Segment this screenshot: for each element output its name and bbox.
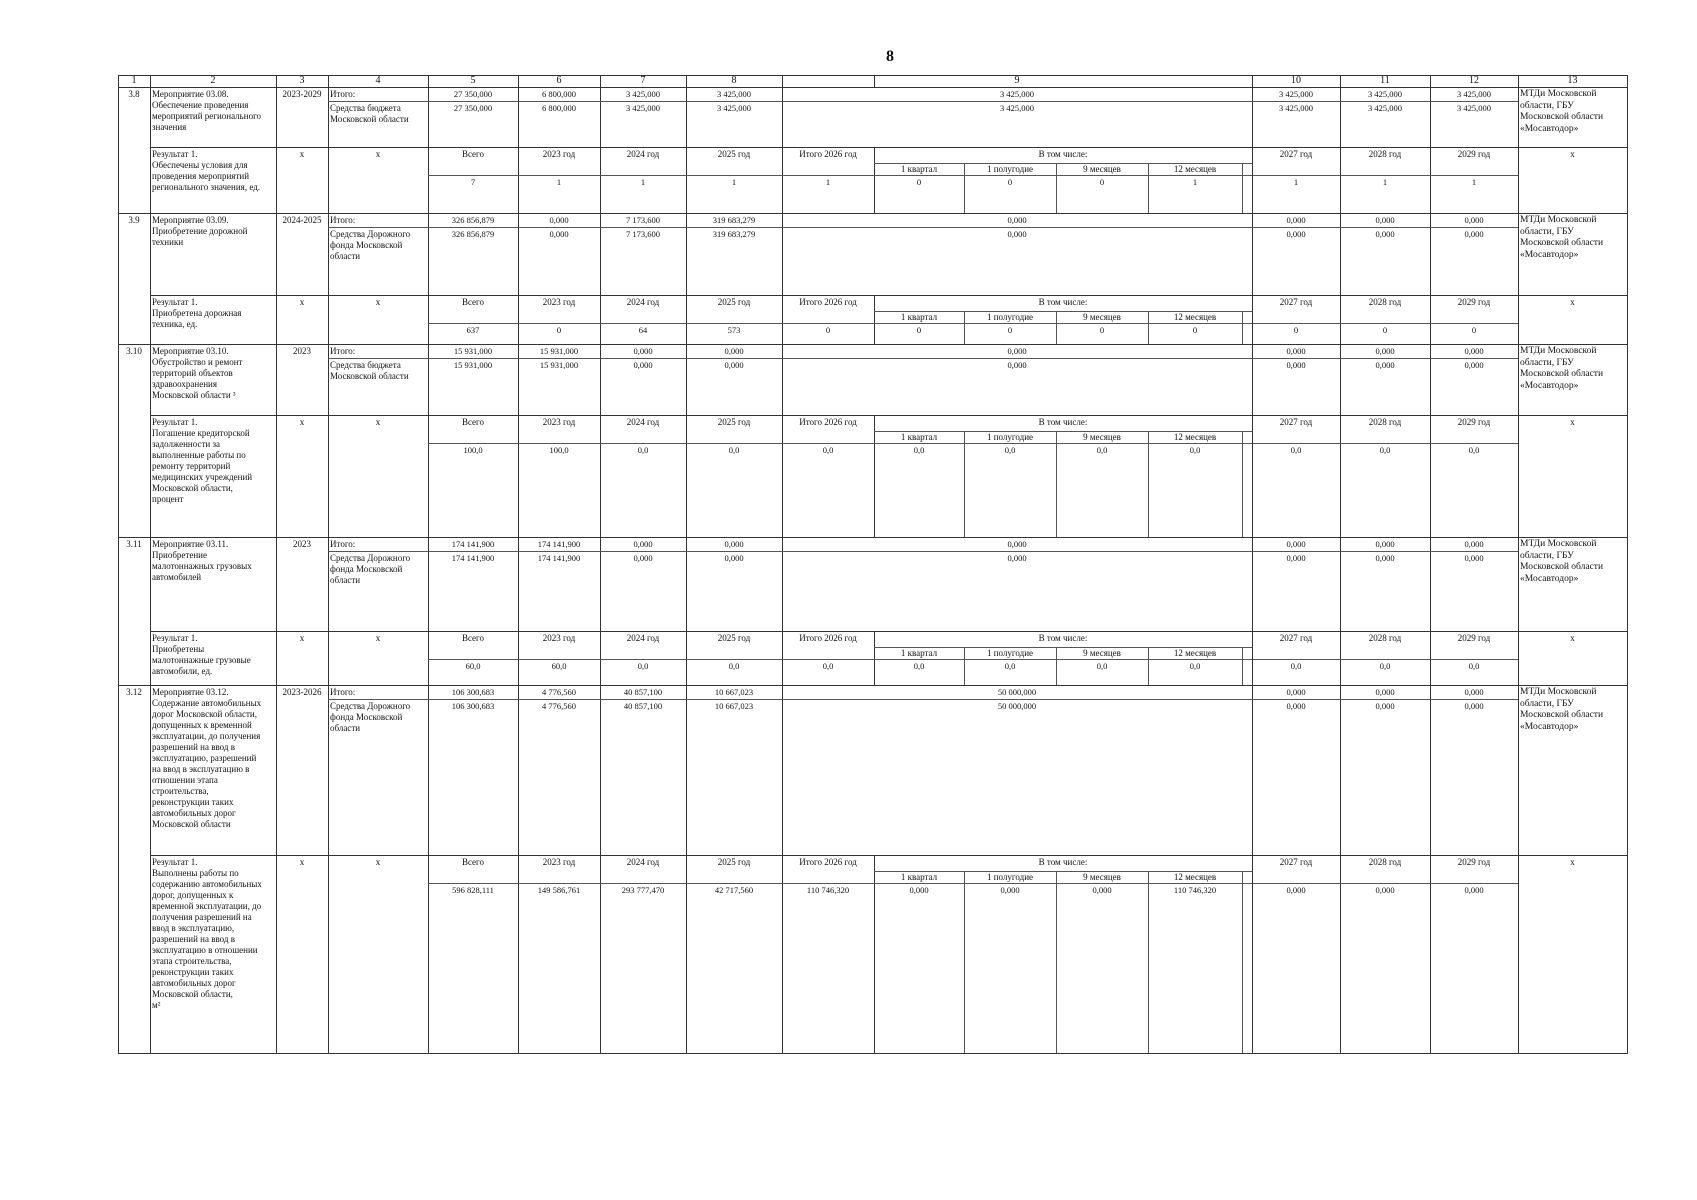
result-value-12m: 0,0 — [1189, 445, 1201, 455]
page-number: 8 — [886, 48, 894, 65]
result-header-2028: 2028 год — [1368, 633, 1402, 643]
result-value-2025: 573 — [727, 325, 741, 335]
result-value-h1: 0 — [1007, 177, 1013, 187]
amount-2024: 3 425,000 — [626, 89, 660, 99]
amount-2026: 0,000 — [1007, 539, 1027, 549]
amount-2025: 319 683,279 — [712, 215, 756, 225]
result-x-col13: х — [1570, 857, 1575, 867]
column-number-10: 10 — [1291, 75, 1301, 86]
result-header-total: Всего — [461, 417, 485, 427]
amount-2028: 3 425,000 — [1368, 89, 1402, 99]
result-header-q1: 1 квартал — [900, 648, 938, 658]
result-x-col3: х — [299, 417, 305, 427]
result-value-2023: 1 — [556, 177, 562, 187]
amount-2029: 0,000 — [1464, 687, 1484, 697]
result-value-total: 60,0 — [465, 661, 481, 671]
funding-source: Средства Дорожного фонда Московской области — [330, 701, 411, 733]
result-x-col4: х — [375, 857, 381, 867]
result-header-2025: 2025 год — [717, 149, 751, 159]
result-header-2028: 2028 год — [1368, 297, 1402, 307]
result-header-2028: 2028 год — [1368, 149, 1402, 159]
amount-2024: 40 857,100 — [623, 701, 663, 711]
result-header-2023: 2023 год — [542, 857, 576, 867]
amount-2029: 0,000 — [1464, 346, 1484, 356]
responsible-executor: МТДи Московской области, ГБУ Московской области «Мосавтодор» — [1520, 539, 1604, 584]
result-header-h1: 1 полугодие — [986, 164, 1034, 174]
result-x-col3: х — [299, 857, 305, 867]
amount-2023: 6 800,000 — [542, 89, 576, 99]
result-header-2027: 2027 год — [1279, 633, 1313, 643]
result-header-2027: 2027 год — [1279, 149, 1313, 159]
amount-2029: 0,000 — [1464, 553, 1484, 563]
result-header-q1: 1 квартал — [900, 872, 938, 882]
result-header-h1: 1 полугодие — [986, 432, 1034, 442]
result-header-h1: 1 полугодие — [986, 312, 1034, 322]
result-value-9m: 0,0 — [1096, 445, 1108, 455]
result-value-q1: 0,0 — [913, 661, 925, 671]
result-header-2023: 2023 год — [542, 297, 576, 307]
result-header-2023: 2023 год — [542, 417, 576, 427]
column-number-4: 4 — [375, 75, 381, 86]
amount-2027: 0,000 — [1286, 701, 1306, 711]
result-value-2023: 60,0 — [551, 661, 567, 671]
result-value-q1: 0 — [916, 177, 922, 187]
amount-2029: 0,000 — [1464, 229, 1484, 239]
result-header-2024: 2024 год — [626, 297, 660, 307]
amount-2025: 319 683,279 — [712, 229, 756, 239]
funding-source: Итого: — [330, 89, 356, 99]
column-number-8: 8 — [731, 75, 737, 86]
amount-2024: 40 857,100 — [623, 687, 663, 697]
column-number-9: 9 — [1014, 75, 1020, 86]
column-number-6: 6 — [556, 75, 562, 86]
result-value-total: 7 — [470, 177, 476, 187]
result-x-col13: х — [1570, 633, 1575, 643]
funding-source: Итого: — [330, 215, 356, 225]
funding-source: Средства Дорожного фонда Московской области — [330, 229, 411, 261]
result-value-2025: 1 — [731, 177, 737, 187]
amount-2023: 15 931,000 — [539, 346, 579, 356]
funding-source: Итого: — [330, 539, 356, 549]
amount-2025: 10 667,023 — [714, 687, 754, 697]
measure-number: 3.12 — [126, 687, 142, 697]
result-value-h1: 0,0 — [1004, 445, 1016, 455]
result-header-including: В том числе: — [1038, 297, 1088, 307]
result-header-9m: 9 месяцев — [1083, 432, 1121, 442]
result-value-total: 596 828,111 — [452, 885, 494, 895]
amount-2025: 0,000 — [724, 346, 744, 356]
result-header-2026-total: Итого 2026 год — [799, 857, 857, 867]
column-number-1: 1 — [131, 75, 137, 86]
result-value-2026: 0 — [825, 325, 831, 335]
result-value-2024: 64 — [638, 325, 648, 335]
measure-number: 3.10 — [126, 346, 142, 356]
amount-2023: 15 931,000 — [539, 360, 579, 370]
amount-2025: 10 667,023 — [714, 701, 754, 711]
result-header-2029: 2029 год — [1457, 417, 1491, 427]
result-name: Результат 1. Обеспечены условия для проведения мероприятий регионального значения, ед. — [152, 149, 261, 192]
result-value-2023: 149 586,761 — [537, 885, 581, 895]
amount-2024: 0,000 — [633, 539, 653, 549]
responsible-executor: МТДи Московской области, ГБУ Московской области «Мосавтодор» — [1520, 89, 1604, 134]
result-value-q1: 0,000 — [909, 885, 929, 895]
amount-2027: 0,000 — [1286, 687, 1306, 697]
amount-2029: 0,000 — [1464, 360, 1484, 370]
result-value-q1: 0,0 — [913, 445, 925, 455]
result-value-q1: 0 — [916, 325, 922, 335]
result-header-2029: 2029 год — [1457, 633, 1491, 643]
funding-source: Итого: — [330, 687, 356, 697]
column-number-11: 11 — [1380, 75, 1390, 86]
amount-2026: 0,000 — [1007, 360, 1027, 370]
result-header-12m: 12 месяцев — [1173, 312, 1217, 322]
result-value-12m: 0 — [1192, 325, 1198, 335]
amount-2024: 0,000 — [633, 360, 653, 370]
amount-2023: 4 776,560 — [542, 687, 576, 697]
result-header-including: В том числе: — [1038, 149, 1088, 159]
result-value-2027: 1 — [1293, 177, 1299, 187]
amount-total: 326 856,879 — [451, 215, 495, 225]
amount-2023: 6 800,000 — [542, 103, 576, 113]
funding-source: Средства бюджета Московской области — [330, 103, 409, 124]
measure-name: Мероприятие 03.09. Приобретение дорожной техники — [152, 215, 248, 247]
amount-2026: 3 425,000 — [1000, 89, 1034, 99]
column-number-2: 2 — [210, 75, 216, 86]
result-x-col13: х — [1570, 417, 1575, 427]
result-x-col3: х — [299, 149, 305, 159]
result-value-12m: 1 — [1192, 177, 1198, 187]
result-value-total: 637 — [466, 325, 480, 335]
result-value-2027: 0,000 — [1286, 885, 1306, 895]
amount-2029: 3 425,000 — [1457, 103, 1491, 113]
result-header-total: Всего — [461, 633, 485, 643]
amount-2028: 0,000 — [1375, 229, 1395, 239]
result-value-2024: 1 — [640, 177, 646, 187]
amount-total: 106 300,683 — [451, 701, 495, 711]
result-value-2025: 0,0 — [728, 445, 740, 455]
measure-years: 2023 — [293, 539, 311, 549]
amount-2024: 7 173,600 — [626, 215, 660, 225]
result-value-9m: 0,0 — [1096, 661, 1108, 671]
result-value-2029: 0,0 — [1468, 661, 1480, 671]
amount-2026: 0,000 — [1007, 346, 1027, 356]
result-header-2027: 2027 год — [1279, 297, 1313, 307]
result-value-9m: 0 — [1099, 325, 1105, 335]
result-header-12m: 12 месяцев — [1173, 432, 1217, 442]
result-header-9m: 9 месяцев — [1083, 872, 1121, 882]
result-value-12m: 110 746,320 — [1173, 885, 1217, 895]
result-name: Результат 1. Приобретена дорожная техника, ед. — [152, 297, 242, 329]
result-x-col4: х — [375, 297, 381, 307]
measure-years: 2023-2026 — [282, 687, 322, 697]
result-header-9m: 9 месяцев — [1083, 164, 1121, 174]
result-name: Результат 1. Погашение кредиторской задолженности за выполненные работы по ремонту территорий медицинских учреждений Московской области, процент — [152, 417, 253, 504]
result-value-2024: 293 777,470 — [621, 885, 665, 895]
amount-total: 174 141,900 — [451, 539, 495, 549]
funding-source: Средства Дорожного фонда Московской области — [330, 553, 411, 585]
result-value-9m: 0 — [1099, 177, 1105, 187]
amount-2027: 0,000 — [1286, 229, 1306, 239]
result-header-h1: 1 полугодие — [986, 872, 1034, 882]
amount-2028: 0,000 — [1375, 346, 1395, 356]
result-header-9m: 9 месяцев — [1083, 312, 1121, 322]
amount-2025: 0,000 — [724, 553, 744, 563]
amount-2024: 3 425,000 — [626, 103, 660, 113]
result-header-12m: 12 месяцев — [1173, 648, 1217, 658]
result-name: Результат 1. Приобретены малотоннажные грузовые автомобили, ед. — [152, 633, 251, 676]
amount-2026: 3 425,000 — [1000, 103, 1034, 113]
result-value-2028: 0,0 — [1379, 445, 1391, 455]
measure-years: 2023 — [293, 346, 311, 356]
result-header-2024: 2024 год — [626, 417, 660, 427]
result-header-2024: 2024 год — [626, 857, 660, 867]
result-value-2026: 0,0 — [822, 445, 834, 455]
result-header-2026-total: Итого 2026 год — [799, 297, 857, 307]
result-value-2027: 0,0 — [1290, 661, 1302, 671]
amount-2028: 0,000 — [1375, 360, 1395, 370]
amount-2023: 4 776,560 — [542, 701, 576, 711]
result-value-2027: 0,0 — [1290, 445, 1302, 455]
result-value-2025: 42 717,560 — [714, 885, 754, 895]
result-value-2028: 0,0 — [1379, 661, 1391, 671]
result-value-h1: 0 — [1007, 325, 1013, 335]
amount-2024: 0,000 — [633, 553, 653, 563]
result-name: Результат 1. Выполнены работы по содержанию автомобильных дорог, допущенных к временной эксплуатации, до получения разрешений на ввод в эксплуатацию, разрешений на ввод в эксплуатацию в отношении этапа строительства, реконструкции таких автомобильных дорог Московской области, м² — [152, 857, 262, 1010]
result-x-col3: х — [299, 633, 305, 643]
measure-name: Мероприятие 03.12. Содержание автомобильных дорог Московской области, допущенных к временной эксплуатации, до получения разрешений на ввод в эксплуатацию, разрешений на ввод в эксплуатацию в отношении этапа строительства, реконструкции таких автомобильных дорог Московской области — [152, 687, 262, 829]
result-header-2024: 2024 год — [626, 633, 660, 643]
amount-total: 27 350,000 — [453, 103, 493, 113]
result-header-total: Всего — [461, 149, 485, 159]
result-header-2023: 2023 год — [542, 149, 576, 159]
result-value-2023: 0 — [556, 325, 562, 335]
amount-2024: 0,000 — [633, 346, 653, 356]
result-x-col13: х — [1570, 297, 1575, 307]
result-header-2028: 2028 год — [1368, 857, 1402, 867]
column-number-13: 13 — [1567, 75, 1578, 86]
amount-total: 174 141,900 — [451, 553, 495, 563]
result-header-including: В том числе: — [1038, 633, 1088, 643]
result-header-including: В том числе: — [1038, 857, 1088, 867]
amount-2029: 0,000 — [1464, 215, 1484, 225]
funding-source: Средства бюджета Московской области — [330, 360, 409, 381]
result-header-2026-total: Итого 2026 год — [799, 633, 857, 643]
amount-2028: 0,000 — [1375, 539, 1395, 549]
amount-total: 15 931,000 — [453, 360, 493, 370]
result-header-2025: 2025 год — [717, 417, 751, 427]
amount-2027: 0,000 — [1286, 346, 1306, 356]
result-value-2024: 0,0 — [637, 445, 649, 455]
amount-2027: 3 425,000 — [1279, 89, 1313, 99]
result-value-2025: 0,0 — [728, 661, 740, 671]
result-value-2028: 1 — [1382, 177, 1388, 187]
amount-2028: 0,000 — [1375, 553, 1395, 563]
result-header-2027: 2027 год — [1279, 857, 1313, 867]
amount-2029: 3 425,000 — [1457, 89, 1491, 99]
result-header-2029: 2029 год — [1457, 149, 1491, 159]
amount-total: 326 856,879 — [451, 229, 495, 239]
result-header-q1: 1 квартал — [900, 312, 938, 322]
result-header-2025: 2025 год — [717, 857, 751, 867]
amount-total: 15 931,000 — [453, 346, 493, 356]
amount-2023: 174 141,900 — [537, 553, 581, 563]
column-number-12: 12 — [1469, 75, 1479, 86]
program-activities-table — [118, 75, 1627, 1053]
result-value-9m: 0,000 — [1092, 885, 1112, 895]
measure-name: Мероприятие 03.08. Обеспечение проведения мероприятий регионального значения — [152, 89, 262, 132]
measure-number: 3.9 — [128, 215, 140, 225]
measure-years: 2024-2025 — [282, 215, 322, 225]
result-value-2028: 0,000 — [1375, 885, 1395, 895]
result-header-2025: 2025 год — [717, 633, 751, 643]
result-value-2029: 0,000 — [1464, 885, 1484, 895]
amount-2029: 0,000 — [1464, 539, 1484, 549]
result-value-h1: 0,000 — [1000, 885, 1020, 895]
responsible-executor: МТДи Московской области, ГБУ Московской области «Мосавтодор» — [1520, 215, 1604, 260]
amount-2025: 3 425,000 — [717, 103, 751, 113]
result-value-2024: 0,0 — [637, 661, 649, 671]
result-header-2028: 2028 год — [1368, 417, 1402, 427]
measure-name: Мероприятие 03.11. Приобретение малотоннажных грузовых автомобилей — [152, 539, 252, 582]
result-value-2026: 0,0 — [822, 661, 834, 671]
amount-2024: 7 173,600 — [626, 229, 660, 239]
result-header-including: В том числе: — [1038, 417, 1088, 427]
result-header-h1: 1 полугодие — [986, 648, 1034, 658]
result-header-2023: 2023 год — [542, 633, 576, 643]
measure-number: 3.8 — [128, 89, 140, 99]
amount-2028: 0,000 — [1375, 215, 1395, 225]
result-header-2026-total: Итого 2026 год — [799, 417, 857, 427]
amount-2027: 0,000 — [1286, 539, 1306, 549]
result-x-col4: х — [375, 633, 381, 643]
result-value-2026: 1 — [825, 177, 831, 187]
column-number-5: 5 — [470, 75, 476, 86]
responsible-executor: МТДи Московской области, ГБУ Московской области «Мосавтодор» — [1520, 687, 1604, 732]
column-number-3: 3 — [299, 75, 305, 86]
result-header-2026-total: Итого 2026 год — [799, 149, 857, 159]
result-header-12m: 12 месяцев — [1173, 164, 1217, 174]
result-header-2029: 2029 год — [1457, 297, 1491, 307]
amount-2025: 3 425,000 — [717, 89, 751, 99]
result-value-2029: 1 — [1471, 177, 1477, 187]
amount-2023: 0,000 — [549, 229, 569, 239]
result-value-2029: 0 — [1471, 325, 1477, 335]
amount-2026: 50 000,000 — [997, 687, 1037, 697]
result-header-12m: 12 месяцев — [1173, 872, 1217, 882]
amount-2027: 0,000 — [1286, 360, 1306, 370]
result-header-q1: 1 квартал — [900, 432, 938, 442]
result-header-2029: 2029 год — [1457, 857, 1491, 867]
result-value-2029: 0,0 — [1468, 445, 1480, 455]
result-x-col3: х — [299, 297, 305, 307]
result-x-col4: х — [375, 417, 381, 427]
amount-2025: 0,000 — [724, 539, 744, 549]
amount-2026: 0,000 — [1007, 215, 1027, 225]
result-header-2027: 2027 год — [1279, 417, 1313, 427]
amount-2027: 0,000 — [1286, 215, 1306, 225]
result-header-total: Всего — [461, 857, 485, 867]
result-header-9m: 9 месяцев — [1083, 648, 1121, 658]
result-x-col13: х — [1570, 149, 1575, 159]
measure-years: 2023-2029 — [282, 89, 322, 99]
result-value-h1: 0,0 — [1004, 661, 1016, 671]
result-header-2024: 2024 год — [626, 149, 660, 159]
amount-2028: 0,000 — [1375, 701, 1395, 711]
responsible-executor: МТДи Московской области, ГБУ Московской области «Мосавтодор» — [1520, 346, 1604, 391]
amount-2026: 50 000,000 — [997, 701, 1037, 711]
result-value-total: 100,0 — [463, 445, 483, 455]
result-value-2028: 0 — [1382, 325, 1388, 335]
result-x-col4: х — [375, 149, 381, 159]
amount-2026: 0,000 — [1007, 553, 1027, 563]
measure-name: Мероприятие 03.10. Обустройство и ремонт территорий объектов здравоохранения Московской области ³ — [152, 346, 243, 400]
amount-2023: 0,000 — [549, 215, 569, 225]
result-header-q1: 1 квартал — [900, 164, 938, 174]
amount-2029: 0,000 — [1464, 701, 1484, 711]
result-header-total: Всего — [461, 297, 485, 307]
amount-2026: 0,000 — [1007, 229, 1027, 239]
amount-2027: 3 425,000 — [1279, 103, 1313, 113]
amount-total: 106 300,683 — [451, 687, 495, 697]
amount-total: 27 350,000 — [453, 89, 493, 99]
result-value-2026: 110 746,320 — [806, 885, 850, 895]
measure-number: 3.11 — [126, 539, 142, 549]
result-header-2025: 2025 год — [717, 297, 751, 307]
result-value-2023: 100,0 — [549, 445, 569, 455]
amount-2023: 174 141,900 — [537, 539, 581, 549]
amount-2028: 3 425,000 — [1368, 103, 1402, 113]
funding-source: Итого: — [330, 346, 356, 356]
amount-2025: 0,000 — [724, 360, 744, 370]
column-number-7: 7 — [640, 75, 646, 86]
amount-2027: 0,000 — [1286, 553, 1306, 563]
amount-2028: 0,000 — [1375, 687, 1395, 697]
result-value-12m: 0,0 — [1189, 661, 1201, 671]
result-value-2027: 0 — [1293, 325, 1299, 335]
